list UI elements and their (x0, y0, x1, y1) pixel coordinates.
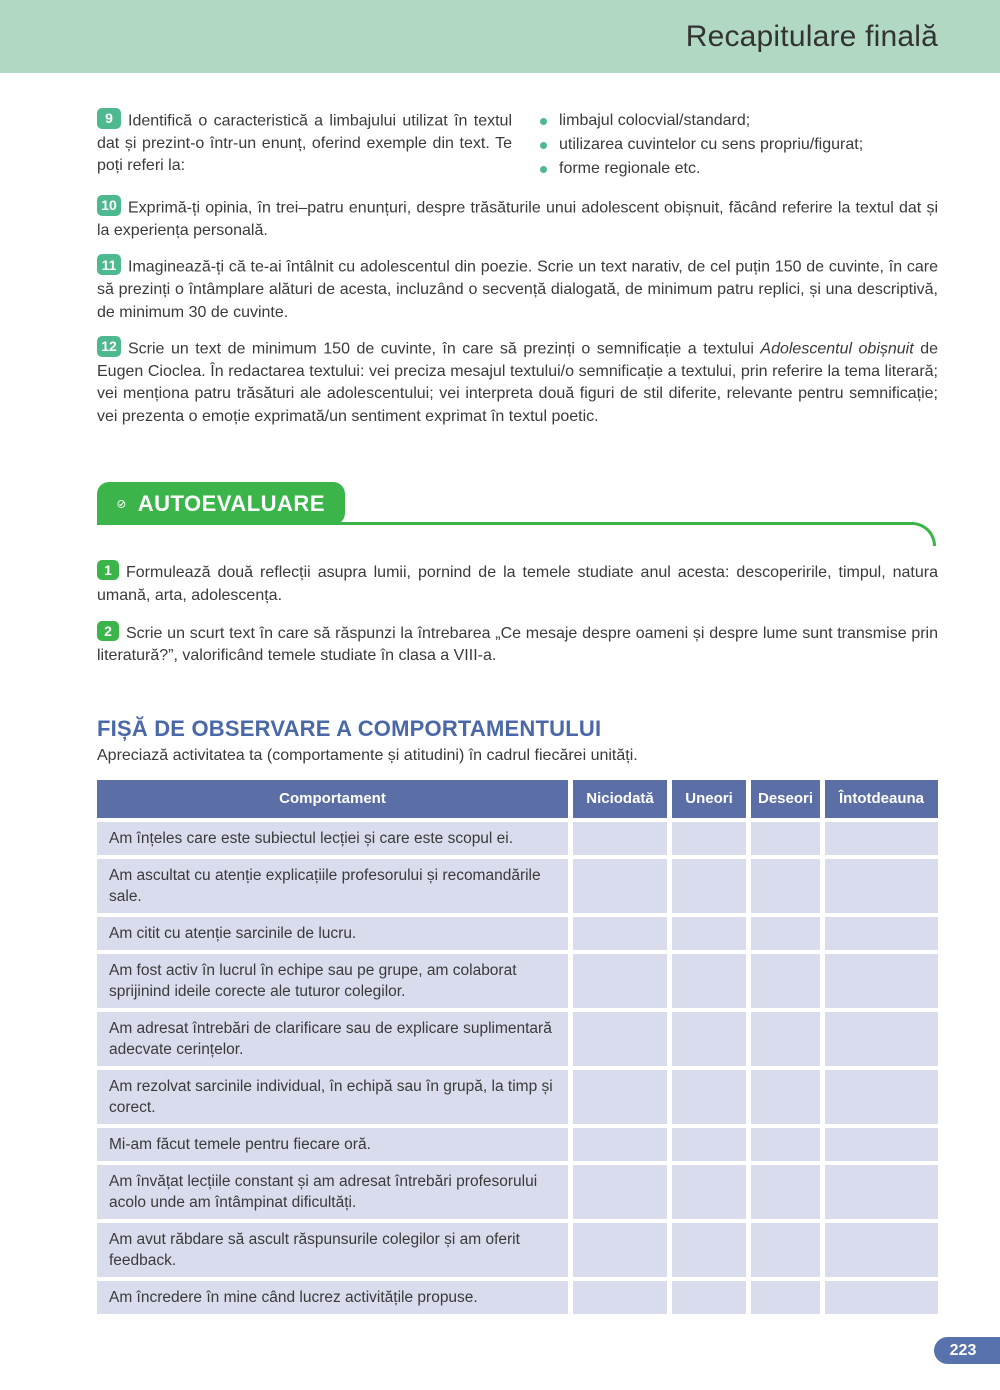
column-header-uneori: Uneori (672, 780, 746, 818)
rating-cell[interactable] (672, 1012, 746, 1066)
rating-cell[interactable] (751, 917, 820, 950)
rating-cell[interactable] (751, 1281, 820, 1314)
bullet-text: utilizarea cuvintelor cu sens propriu/figurat; (559, 136, 864, 153)
behavior-cell: Am adresat întrebări de clarificare sau de explicare suplimentară adecvate cerințelor. (97, 1012, 568, 1066)
behavior-cell: Am ascultat cu atenție explicațiile profesorului și recomandările sale. (97, 859, 568, 913)
observation-table (97, 780, 938, 1314)
behavior-cell: Am avut răbdare să ascult răspunsurile colegilor și am oferit feedback. (97, 1223, 568, 1277)
rating-cell[interactable] (672, 1281, 746, 1314)
autoevaluare-header (97, 482, 938, 546)
rating-cell[interactable] (573, 822, 667, 855)
rating-cell[interactable] (672, 822, 746, 855)
rating-cell[interactable] (573, 1165, 667, 1219)
rating-cell[interactable] (751, 1128, 820, 1161)
list-item (534, 133, 938, 157)
rating-cell[interactable] (825, 1070, 938, 1124)
rating-cell[interactable] (751, 1223, 820, 1277)
rating-cell[interactable] (672, 859, 746, 913)
bullet-icon (540, 142, 547, 149)
rating-cell[interactable] (573, 1281, 667, 1314)
rating-cell[interactable] (672, 917, 746, 950)
rating-cell[interactable] (573, 859, 667, 913)
exercise-10 (97, 195, 938, 242)
chapter-header-band (0, 0, 1000, 73)
rating-cell[interactable] (825, 1223, 938, 1277)
behavior-cell: Am învățat lecțiile constant și am adresat întrebări profesorului acolo unde am întâmpinat dificultăți. (97, 1165, 568, 1219)
page-content (0, 108, 1000, 1314)
exercise-number-badge: 11 (97, 254, 121, 275)
rating-cell[interactable] (825, 822, 938, 855)
observation-sheet-title: FIȘĂ DE OBSERVARE A COMPORTAMENTULUI (97, 715, 602, 741)
observation-sheet-subtitle: Apreciază activitatea ta (comportamente și atitudini) în cadrul fiecărei unități. (97, 746, 638, 764)
rating-cell[interactable] (573, 1012, 667, 1066)
exercise-9-text (97, 108, 512, 181)
exercise-12 (97, 336, 938, 428)
exercise-9 (97, 108, 938, 181)
rating-cell[interactable] (573, 1128, 667, 1161)
rating-cell[interactable] (825, 1012, 938, 1066)
page-number: 223 (949, 1341, 977, 1359)
exercise-12-body-cont: de Eugen Cioclea. În redactarea textului: vei preciza mesajul textului/o semnificație a textului, prin referire la tema literară; vei menționa patru trăsături ale adolescentului; vei interpreta două figuri de stil diferite, relevante pentru semnificație; vei prezenta o emoție exprimată/un sentiment exprimat în textul poetic. (97, 340, 938, 425)
page-number-badge (934, 1337, 1000, 1364)
rating-cell[interactable] (751, 822, 820, 855)
rating-cell[interactable] (573, 917, 667, 950)
rating-cell[interactable] (825, 954, 938, 1008)
rating-cell[interactable] (672, 1223, 746, 1277)
rating-cell[interactable] (825, 1165, 938, 1219)
rating-cell[interactable] (672, 954, 746, 1008)
bullet-text: forme regionale etc. (559, 160, 701, 177)
list-item (534, 109, 938, 133)
exercise-9-body: Identifică o caracteristică a limbajului utilizat în textul dat și prezint-o într-un enunț, oferind exemple din text. Te poți referi la: (97, 112, 512, 175)
exercise-9-options (534, 108, 938, 181)
autoevaluare-title: AUTOEVALUARE (137, 490, 325, 516)
check-circle-icon (117, 491, 126, 517)
rating-cell[interactable] (825, 1128, 938, 1161)
exercise-12-body: Scrie un text de minimum 150 de cuvinte, în care să prezinți o semnificație a textului (128, 340, 761, 358)
autoevaluare-banner (97, 482, 345, 525)
autoevaluare-item-2 (97, 621, 938, 668)
autoevaluare-item-1-body: Formulează două reflecții asupra lumii, pornind de la temele studiate anul acesta: descoperirile, timpul, natura umană, arta, adolescența. (97, 564, 938, 604)
autoevaluare-item-2-body: Scrie un scurt text în care să răspunzi la întrebarea „Ce mesaje despre oameni și despre lume sunt transmise prin literatură?”, valorificând temele studiate în clasa a VIII-a. (97, 624, 938, 665)
rating-cell[interactable] (672, 1165, 746, 1219)
column-header-comportament: Comportament (97, 780, 568, 818)
rating-cell[interactable] (672, 1128, 746, 1161)
rating-cell[interactable] (751, 1165, 820, 1219)
bullet-text: limbajul colocvial/standard; (559, 112, 751, 129)
rating-cell[interactable] (825, 1281, 938, 1314)
rating-cell[interactable] (672, 1070, 746, 1124)
behavior-cell: Am citit cu atenție sarcinile de lucru. (97, 917, 568, 950)
rating-cell[interactable] (751, 1070, 820, 1124)
exercise-number-badge: 12 (97, 336, 121, 357)
bullet-icon (540, 166, 547, 173)
rating-cell[interactable] (751, 954, 820, 1008)
exercise-10-body: Exprimă-ți opinia, în trei–patru enunțuri, despre trăsăturile unui adolescent obișnuit, făcând referire la textul dat și la experiența personală. (97, 199, 938, 239)
exercise-11 (97, 254, 938, 324)
rating-cell[interactable] (825, 917, 938, 950)
rating-cell[interactable] (751, 859, 820, 913)
column-header-niciodata: Niciodată (573, 780, 667, 818)
behavior-cell: Am rezolvat sarcinile individual, în echipă sau în grupă, la timp și corect. (97, 1070, 568, 1124)
list-item (534, 157, 938, 181)
rating-cell[interactable] (825, 859, 938, 913)
rating-cell[interactable] (751, 1012, 820, 1066)
autoevaluare-item-1 (97, 560, 938, 607)
behavior-cell: Mi-am făcut temele pentru fiecare oră. (97, 1128, 568, 1161)
exercise-11-body: Imaginează-ți că te-ai întâlnit cu adolescentul din poezie. Scrie un text narativ, de cel puțin 150 de cuvinte, în care să prezinți o întâmplare alături de acesta, incluzând o secvență dialogată, de minimum patru replici, și una descriptivă, de minimum 30 de cuvinte. (97, 258, 938, 321)
behavior-cell: Am înțeles care este subiectul lecției și care este scopul ei. (97, 822, 568, 855)
rating-cell[interactable] (573, 1223, 667, 1277)
behavior-cell: Am fost activ în lucrul în echipe sau pe grupe, am colaborat sprijinind ideile corecte ale tuturor colegilor. (97, 954, 568, 1008)
column-header-deseori: Deseori (751, 780, 820, 818)
exercise-number-badge: 10 (97, 195, 121, 216)
column-header-intotdeauna: Întotdeauna (825, 780, 938, 818)
page-title: Recapitulare finală (685, 19, 938, 53)
behavior-cell: Am încredere în mine când lucrez activitățile propuse. (97, 1281, 568, 1314)
rating-cell[interactable] (573, 954, 667, 1008)
item-number-badge: 2 (97, 621, 119, 641)
exercise-number-badge: 9 (97, 108, 121, 129)
bullet-icon (540, 118, 547, 125)
item-number-badge: 1 (97, 560, 119, 580)
section-rule (97, 522, 936, 546)
poem-title: Adolescentul obișnuit (760, 340, 914, 358)
rating-cell[interactable] (573, 1070, 667, 1124)
